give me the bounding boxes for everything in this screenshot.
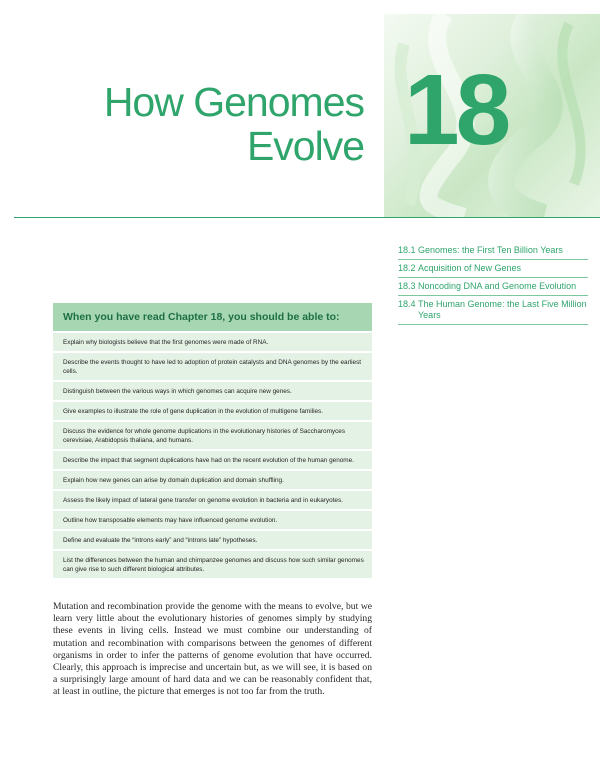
objective-item: Describe the events thought to have led to adoption of protein catalysts and DNA genomes by the earliest cells.: [53, 353, 372, 380]
section-item[interactable]: [398, 260, 588, 278]
section-number: 18.2: [398, 263, 416, 273]
section-item[interactable]: [398, 242, 588, 260]
intro-paragraph: Mutation and recombination provide the genome with the means to evolve, but we learn very little about the evolutionary histories of genomes simply by studying these events in living cells. Instead we must combine our understanding of mutation and recombination with comparisons between the genomes of different organisms in order to infer the patterns of genome evolution that have occurred. Clearly, this approach is imprecise and uncertain but, as we will see, it is based on a surprisingly large amount of hard data and we can be reasonably confident that, at least in outline, the picture that emerges is not too far from the truth.: [53, 601, 372, 698]
objective-item: Outline how transposable elements may have influenced genome evolution.: [53, 511, 372, 529]
section-item[interactable]: [398, 278, 588, 296]
section-label: Acquisition of New Genes: [418, 263, 522, 273]
objective-item: Describe the impact that segment duplications have had on the recent evolution of the human genome.: [53, 451, 372, 469]
header-divider: [14, 217, 600, 218]
objective-item: Explain how new genes can arise by domain duplication and domain shuffling.: [53, 471, 372, 489]
section-list: [398, 242, 588, 325]
objective-item: Give examples to illustrate the role of gene duplication in the evolution of multigene families.: [53, 402, 372, 420]
objective-item: Define and evaluate the “introns early” and “introns late” hypotheses.: [53, 531, 372, 549]
chapter-title-line1: How Genomes: [103, 79, 364, 125]
objectives-heading: When you have read Chapter 18, you should be able to:: [53, 303, 372, 331]
objective-item: Assess the likely impact of lateral gene transfer on genome evolution in bacteria and in eukaryotes.: [53, 491, 372, 509]
section-number: 18.4: [398, 299, 416, 309]
chapter-title-line2: Evolve: [246, 123, 364, 169]
section-label: The Human Genome: the Last Five Million Years: [418, 299, 587, 320]
section-number: 18.3: [398, 281, 416, 291]
section-item[interactable]: [398, 296, 588, 325]
learning-objectives-box: [53, 303, 372, 580]
section-number: 18.1: [398, 245, 416, 255]
objective-item: Distinguish between the various ways in which genomes can acquire new genes.: [53, 382, 372, 400]
objective-item: Explain why biologists believe that the first genomes were made of RNA.: [53, 333, 372, 351]
objective-item: Discuss the evidence for whole genome duplications in the evolutionary histories of Saccharomyces cerevisiae, Arabidopsis thaliana, and humans.: [53, 422, 372, 449]
section-label: Genomes: the First Ten Billion Years: [418, 245, 563, 255]
objective-item: List the differences between the human and chimpanzee genomes and discuss how such similar genomes can give rise to such different biological attributes.: [53, 551, 372, 578]
chapter-title: [104, 80, 364, 168]
section-label: Noncoding DNA and Genome Evolution: [418, 281, 577, 291]
chapter-number: 18: [404, 54, 508, 166]
